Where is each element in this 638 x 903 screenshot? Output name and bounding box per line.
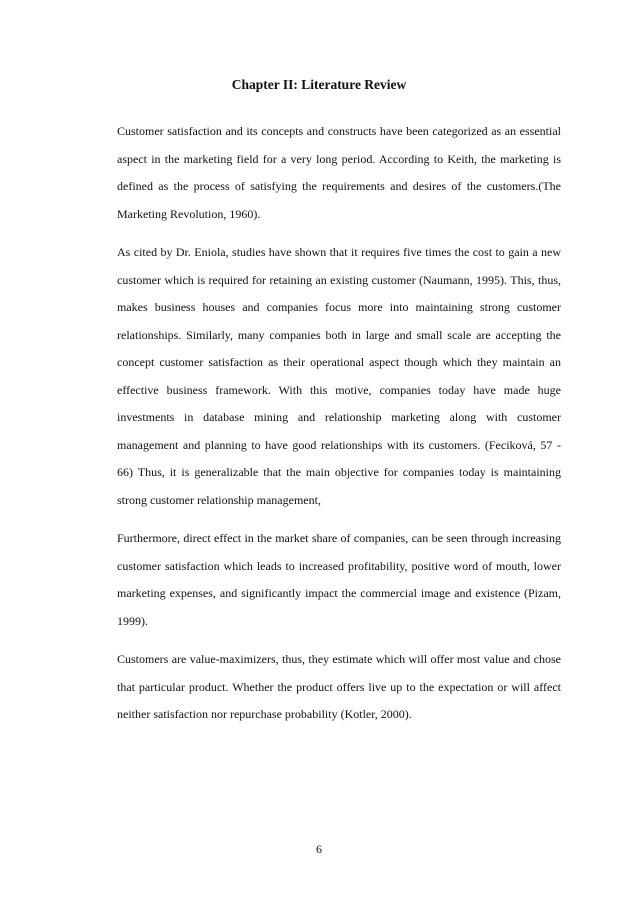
paragraph-3: Furthermore, direct effect in the market share of companies, can be seen through increasing customer satisfaction which leads to increased profitability, positive word of mouth, lower marketing expenses, and significantly impact the commercial image and existence (Pizam, 1999).: [117, 531, 561, 628]
chapter-title: Chapter II: Literature Review: [231, 77, 407, 92]
page-number: 6: [316, 842, 322, 856]
paragraph-2: As cited by Dr. Eniola, studies have shown that it requires five times the cost to gain a new customer which is required for retaining an existing customer (Naumann, 1995). This, thus, makes business houses and companies focus more into maintaining strong customer relationships. Similarly, many companies both in large and small scale are accepting the concept customer satisfaction as their operational aspect though which they maintain an effective business framework. With this motive, companies today have made huge investments in database mining and relationship marketing along with customer management and planning to have good relationships with its customers. (Feciková, 57 - 66) Thus, it is generalizable that the main objective for companies today is maintaining strong customer relationship management,: [117, 245, 561, 507]
paragraph-4: Customers are value-maximizers, thus, they estimate which will offer most value and chose that particular product. Whether the product offers live up to the expectation or will affect neither satisfaction nor repurchase probability (Kotler, 2000).: [117, 652, 561, 721]
document-body: [117, 118, 561, 740]
paragraph-1: Customer satisfaction and its concepts and constructs have been categorized as an essential aspect in the marketing field for a very long period. According to Keith, the marketing is defined as the process of satisfying the requirements and desires of the customers.(The Marketing Revolution, 1960).: [117, 124, 561, 221]
